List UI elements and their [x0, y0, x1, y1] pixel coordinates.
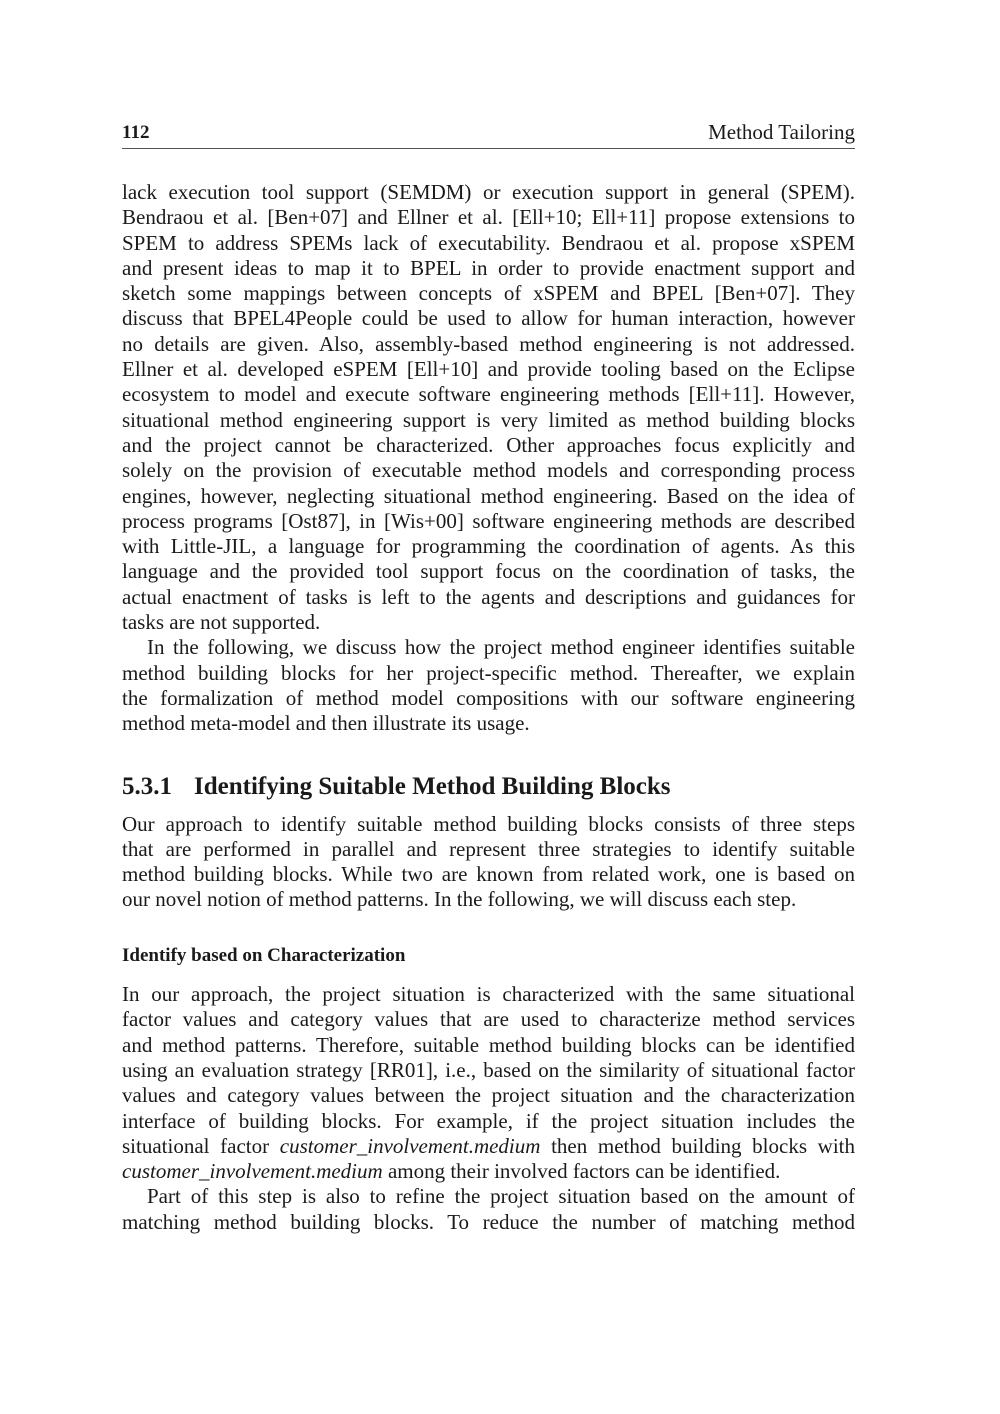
text-run: then method building blocks with: [540, 1133, 855, 1158]
text-line: In our approach, the project situation is characterized with the same situational: [122, 982, 855, 1007]
page-body: [122, 180, 855, 1235]
text-line: ecosystem to model and execute software engineering methods [Ell+11]. However,: [122, 382, 855, 407]
section-number: 5.3.1: [122, 772, 172, 800]
text-line: Ellner et al. developed eSPEM [Ell+10] and provide tooling based on the Eclipse: [122, 357, 855, 382]
text-line: with Little-JIL, a language for programming the coordination of agents. As this: [122, 534, 855, 559]
text-line: that are performed in parallel and represent three strategies to identify suitable: [122, 836, 855, 861]
text-line: In the following, we discuss how the project method engineer identifies suitable: [147, 635, 855, 660]
text-run: among their involved factors can be identified.: [382, 1159, 781, 1184]
subsection-heading: Identify based on Characterization: [122, 944, 406, 966]
text-line: and present ideas to map it to BPEL in order to provide enactment support and: [122, 255, 855, 280]
text-line: Our approach to identify suitable method building blocks consists of three steps: [122, 811, 855, 836]
paragraph-3: [122, 812, 855, 913]
text-line: and the project cannot be characterized. Other approaches focus explicitly and: [122, 432, 855, 457]
text-line: method meta-model and then illustrate its usage.: [122, 711, 530, 736]
page-number: 112: [122, 122, 150, 143]
text-line: values and category values between the project situation and the characterization: [122, 1083, 855, 1108]
text-line: solely on the provision of executable method models and corresponding process: [122, 458, 855, 483]
italic-term: customer_involvement.medium: [122, 1159, 383, 1184]
section-title: Identifying Suitable Method Building Blocks: [194, 772, 671, 800]
text-line: actual enactment of tasks is left to the agents and descriptions and guidances for: [122, 584, 855, 609]
text-line: no details are given. Also, assembly-based method engineering is not addressed.: [122, 331, 855, 356]
text-line: [122, 1159, 855, 1184]
italic-term: customer_involvement.medium: [279, 1133, 541, 1158]
text-line: using an evaluation strategy [RR01], i.e., based on the similarity of situational factor: [122, 1057, 855, 1082]
text-line: method building blocks. While two are known from related work, one is based on: [122, 862, 855, 887]
text-line: Part of this step is also to refine the project situation based on the amount of: [147, 1184, 855, 1209]
section-heading: [122, 772, 855, 802]
running-header: [122, 118, 855, 149]
paragraph-2: [122, 635, 855, 736]
text-line: factor values and category values that are used to characterize method services: [122, 1007, 855, 1032]
text-line: situational method engineering support is very limited as method building blocks: [122, 407, 855, 432]
text-line: language and the provided tool support focus on the coordination of tasks, the: [122, 559, 855, 584]
paragraph-1: [122, 180, 855, 635]
text-line: process programs [Ost87], in [Wis+00] software engineering methods are described: [122, 508, 855, 533]
text-run: situational factor: [122, 1133, 280, 1158]
text-line: lack execution tool support (SEMDM) or execution support in general (SPEM).: [122, 180, 855, 204]
text-line: the formalization of method model compositions with our software engineering: [122, 685, 855, 710]
text-line: and method patterns. Therefore, suitable method building blocks can be identified: [122, 1032, 855, 1057]
text-line: engines, however, neglecting situational method engineering. Based on the idea of: [122, 483, 855, 508]
text-line: matching method building blocks. To reduce the number of matching method: [122, 1209, 855, 1234]
running-title: Method Tailoring: [708, 120, 855, 144]
text-line: method building blocks for her project-specific method. Thereafter, we explain: [122, 660, 855, 685]
paragraph-5: [122, 1184, 855, 1235]
text-line: interface of building blocks. For example, if the project situation includes the: [122, 1108, 855, 1133]
paragraph-4: [122, 982, 855, 1184]
text-line: our novel notion of method patterns. In the following, we will discuss each step.: [122, 887, 797, 912]
text-line: Bendraou et al. [Ben+07] and Ellner et al. [Ell+10; Ell+11] propose extensions to: [122, 205, 855, 230]
text-line: [122, 1134, 855, 1159]
text-line: SPEM to address SPEMs lack of executability. Bendraou et al. propose xSPEM: [122, 230, 855, 255]
text-line: discuss that BPEL4People could be used to allow for human interaction, however: [122, 306, 855, 331]
text-line: tasks are not supported.: [122, 610, 321, 635]
text-line: sketch some mappings between concepts of xSPEM and BPEL [Ben+07]. They: [122, 281, 855, 306]
